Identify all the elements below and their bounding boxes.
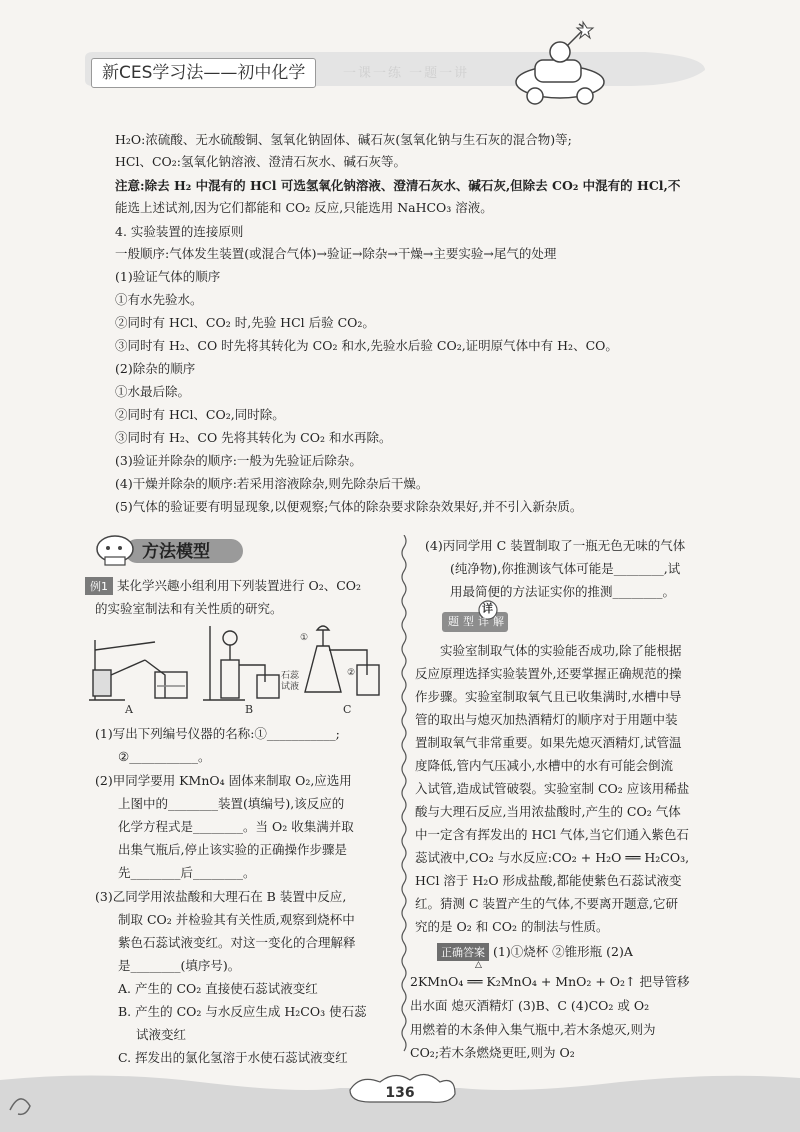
example-tag: 例1	[85, 577, 113, 595]
option-line: 试液变红	[136, 1027, 187, 1042]
note-text: 注意:除去 H₂ 中混有的 HCl 可选氢氧化钠溶液、澄清石灰水、碱石灰,但除去 CO₂ 中混有的 HCl,不	[115, 178, 681, 193]
tixing-big-char: 详	[482, 602, 493, 615]
example-text: 某化学兴趣小组利用下列装置进行 O₂、CO₂	[117, 578, 362, 593]
question-line: 上图中的________装置(填编号),该反应的	[118, 796, 345, 811]
apparatus-b	[203, 626, 279, 700]
apparatus-a	[89, 640, 187, 700]
text-line: 能选上述试剂,因为它们都能和 CO₂ 反应,只能选用 NaHCO₃ 溶液。	[115, 200, 493, 215]
apparatus-label-c: C	[343, 703, 352, 715]
text-line: (4)干燥并除杂的顺序:若采用溶液除杂,则先除杂后干燥。	[115, 476, 429, 491]
question-line: ②___________。	[118, 749, 211, 764]
header-subtitle: 一课一练 一题一讲	[343, 66, 470, 81]
explanation-line: 中一定含有挥发出的 HCl 气体,当它们通入紫色石	[415, 827, 689, 842]
question-line: (1)写出下列编号仪器的名称:①___________;	[95, 726, 340, 741]
option-line: A. 产生的 CO₂ 直接使石蕊试液变红	[118, 981, 318, 996]
text-line: HCl、CO₂:氢氧化钠溶液、澄清石灰水、碱石灰等。	[115, 154, 406, 169]
page-number: 136	[385, 1085, 415, 1101]
method-label: 方法模型	[142, 542, 210, 562]
example-line-2: 的实验室制法和有关性质的研究。	[95, 601, 283, 616]
text-line: ③同时有 H₂、CO 时先将其转化为 CO₂ 和水,先验水后验 CO₂,证明原气体中有 H₂、CO。	[115, 338, 618, 353]
question-line: (2)甲同学要用 KMnO₄ 固体来制取 O₂,应选用	[95, 773, 352, 788]
q4-line: (纯净物),你推测该气体可能是________,试	[450, 561, 681, 576]
question-line: 化学方程式是________。当 O₂ 收集满并取	[118, 819, 354, 834]
question-line: 紫色石蕊试液变红。对这一变化的合理解释	[118, 935, 356, 950]
text-line: ①水最后除。	[115, 384, 191, 399]
text-line: 4. 实验装置的连接原则	[115, 224, 244, 239]
text-line: (3)验证并除杂的顺序:一般为先验证后除杂。	[115, 453, 362, 468]
explanation-line: 红。猜测 C 装置产生的气体,不要离开题意,它研	[415, 896, 678, 911]
question-line: (3)乙同学用浓盐酸和大理石在 B 装置中反应,	[95, 889, 347, 904]
answer-line: 用燃着的木条伸入集气瓶中,若木条熄灭,则为	[410, 1022, 656, 1037]
text-line: 一般顺序:气体发生装置(或混合气体)→验证→除杂→干燥→主要实验→尾气的处理	[115, 246, 557, 261]
explanation-line: 管的取出与熄灭加热酒精灯的顺序对于用题中装	[415, 712, 678, 727]
apparatus-diagram	[85, 620, 395, 715]
answer-tag: 正确答案	[437, 943, 489, 961]
q4-line: 用最简便的方法证实你的推测________。	[450, 584, 676, 599]
explanation-line: 蕊试液中,CO₂ 与水反应:CO₂ + H₂O ══ H₂CO₃,	[415, 850, 690, 865]
note-line	[115, 176, 680, 194]
apparatus-label-b: B	[245, 703, 254, 715]
explanation-line: 实验室制取气体的实验能否成功,除了能根据	[440, 643, 682, 658]
explanation-line: HCl 溶于 H₂O 形成盐酸,都能使紫色石蕊试液变	[415, 873, 682, 888]
text-line: (5)气体的验证要有明显现象,以便观察;气体的除杂要求除杂效果好,并不引入新杂质。	[115, 499, 583, 514]
explanation-line: 入试管,造成试管破裂。实验室制 CO₂ 应该用稀盐	[415, 781, 690, 796]
text-line: ③同时有 H₂、CO 先将其转化为 CO₂ 和水再除。	[115, 430, 392, 445]
question-line: 出集气瓶后,停止该实验的正确操作步骤是	[118, 842, 347, 857]
question-line: 先________后________。	[118, 865, 256, 880]
tixing-label: 题型详解	[448, 615, 508, 628]
question-line: 制取 CO₂ 并检验其有关性质,观察到烧杯中	[118, 912, 355, 927]
answer-line: 2KMnO₄ ══ K₂MnO₄ + MnO₂ + O₂↑ 把导管移	[410, 974, 690, 989]
answer-line	[437, 942, 633, 961]
apparatus-label-solution: 试液	[281, 682, 300, 692]
delta-symbol: △	[475, 960, 482, 970]
explanation-line: 置制取氧气非常重要。如果先熄灭酒精灯,试管温	[415, 735, 682, 750]
option-line: C. 挥发出的氯化氢溶于水使石蕊试液变红	[118, 1050, 348, 1065]
column-divider	[400, 535, 408, 1060]
answer-line: 出水面 熄灭酒精灯 (3)B、C (4)CO₂ 或 O₂	[410, 998, 650, 1013]
example-line-1	[85, 576, 361, 595]
text-line: (1)验证气体的顺序	[115, 269, 221, 284]
text-line: ①有水先验水。	[115, 292, 203, 307]
car-mascot-icon	[505, 20, 615, 110]
explanation-line: 作步骤。实验室制取氧气且已收集满时,水槽中导	[415, 689, 682, 704]
text-line: ②同时有 HCl、CO₂,同时除。	[115, 407, 285, 422]
q4-line: (4)丙同学用 C 装置制取了一瓶无色无味的气体	[425, 538, 686, 553]
option-line: B. 产生的 CO₂ 与水反应生成 H₂CO₃ 使石蕊	[118, 1004, 367, 1019]
apparatus-label-litmus: 石蕊	[281, 671, 300, 681]
apparatus-c	[305, 626, 379, 695]
explanation-line: 反应原理选择实验装置外,还要掌握正确规范的操	[415, 666, 682, 681]
question-line: 是________(填序号)。	[118, 958, 241, 973]
header-title: 新CES学习法——初中化学	[91, 58, 316, 88]
apparatus-label-2: ②	[347, 668, 356, 678]
apparatus-label-a: A	[125, 703, 133, 715]
answer-line: CO₂;若木条燃烧更旺,则为 O₂	[410, 1045, 575, 1060]
text-line: ②同时有 HCl、CO₂ 时,先验 HCl 后验 CO₂。	[115, 315, 375, 330]
answer-text: (1)①烧杯 ②锥形瓶 (2)A	[493, 944, 633, 959]
explanation-line: 度降低,管内气压减小,水槽中的水有可能会倒流	[415, 758, 673, 773]
explanation-line: 究的是 O₂ 和 CO₂ 的制法与性质。	[415, 919, 609, 934]
text-line: (2)除杂的顺序	[115, 361, 196, 376]
text-line: H₂O:浓硫酸、无水硫酸铜、氢氧化钠固体、碱石灰(氢氧化钠与生石灰的混合物)等;	[115, 132, 572, 147]
apparatus-label-1: ①	[300, 633, 309, 643]
explanation-line: 酸与大理石反应,当用浓盐酸时,产生的 CO₂ 气体	[415, 804, 681, 819]
